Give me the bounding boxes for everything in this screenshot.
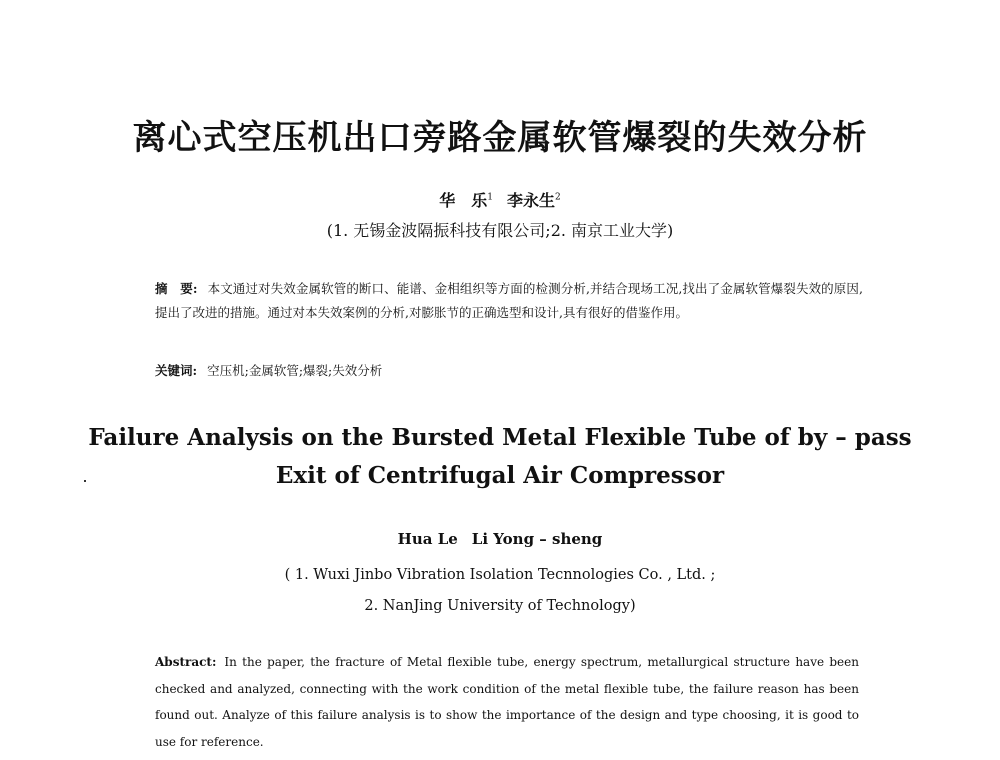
english-abstract [155,649,859,755]
chinese-title: 离心式空压机出口旁路金属软管爆裂的失效分析 [132,118,868,158]
chinese-author-2-affil-mark: 2 [555,192,561,203]
chinese-keywords-label: 关键词: [155,363,198,378]
chinese-affiliation: (1. 无锡金波隔振科技有限公司;2. 南京工业大学) [326,221,674,240]
english-title [0,419,1000,495]
english-abstract-text: In the paper, the fracture of Metal flexible tube, energy spectrum, metallurgical structure have been checked and analyzed, connecting with the work condition of the metal flexible tube, the failure reason has been found out. Analyze of this failure analysis is to show the importance of the design and type choosing, it is good to use for reference. [155,655,859,749]
chinese-author-1-affil-mark: 1 [487,192,493,203]
chinese-author-2: 李永生 [507,191,556,210]
english-authors [0,530,1000,548]
chinese-keywords [155,361,863,381]
scan-speck [84,480,86,482]
chinese-authors [0,188,1000,211]
english-author-2: Li Yong – sheng [471,530,603,548]
english-abstract-label: Abstract: [155,655,217,669]
chinese-abstract [155,277,863,325]
english-title-line-2: Exit of Centrifugal Air Compressor [275,462,725,489]
english-affiliation-line-2: 2. NanJing University of Technology) [364,598,636,614]
chinese-author-1: 华 乐 [439,191,488,210]
chinese-keywords-text: 空压机;金属软管;爆裂;失效分析 [207,363,383,378]
chinese-abstract-label: 摘 要: [155,281,198,296]
english-author-1: Hua Le [397,530,458,548]
english-affiliation [0,560,1000,622]
chinese-abstract-text: 本文通过对失效金属软管的断口、能谱、金相组织等方面的检测分析,并结合现场工况,找出了金属软管爆裂失效的原因,提出了改进的措施。通过对本失效案例的分析,对膨胀节的正确选型和设计,具有很好的借鉴作用。 [155,281,863,320]
english-title-line-1: Failure Analysis on the Bursted Metal Flexible Tube of by – pass [88,424,912,451]
english-affiliation-line-1: ( 1. Wuxi Jinbo Vibration Isolation Tecnnologies Co. , Ltd. ; [284,567,716,583]
